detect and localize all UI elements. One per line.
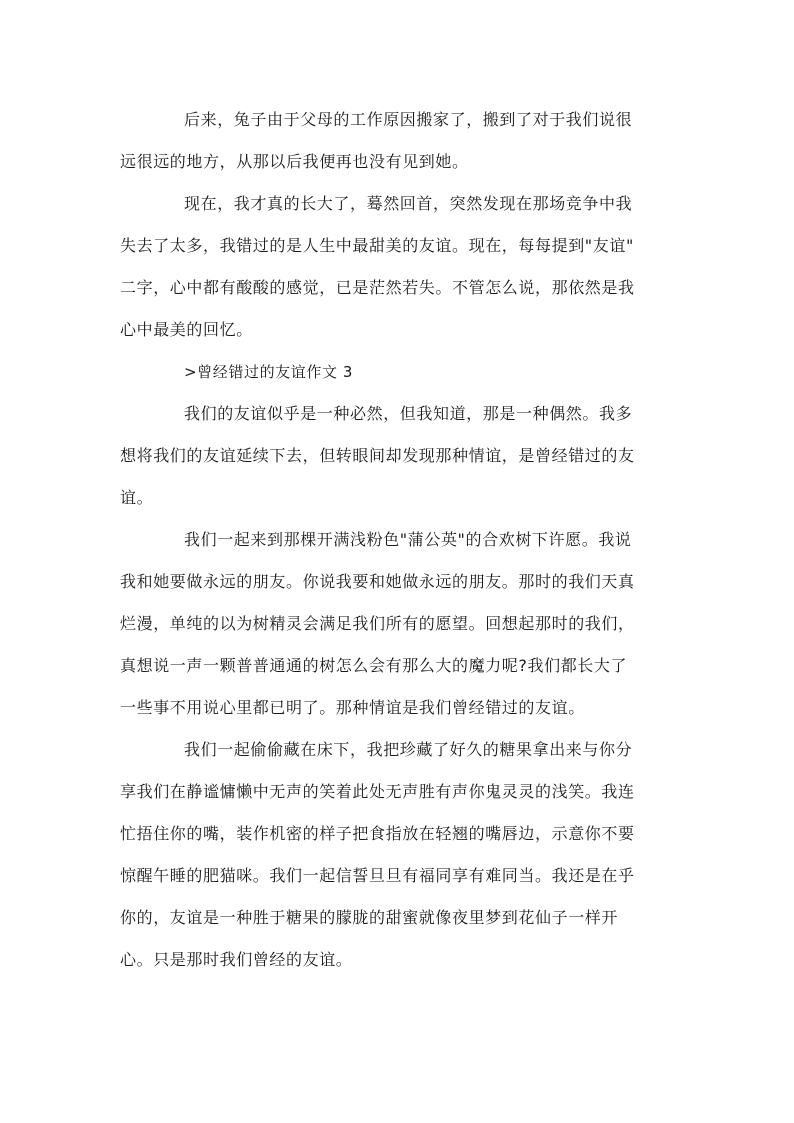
paragraph-line: 心中最美的回忆。: [120, 320, 253, 339]
paragraph-line: 后来，兔子由于父母的工作原因搬家了，搬到了对于我们说很: [184, 110, 633, 129]
section-heading: >曾经错过的友谊作文 3: [184, 363, 354, 381]
document-body: [120, 99, 674, 981]
paragraph-p3: [120, 393, 674, 519]
paragraph-line: 心。只是那时我们曾经的友谊。: [120, 950, 353, 969]
paragraph-line: 远很远的地方，从那以后我便再也没有见到她。: [120, 152, 469, 171]
paragraph-line: 你的，友谊是一种胜于糖果的朦胧的甜蜜就像夜里梦到花仙子一样开: [120, 908, 619, 927]
paragraph-line: 一些事不用说心里都已明了。那种情谊是我们曾经错过的友谊。: [120, 698, 585, 717]
paragraph-line: 真想说一声一颗普普通通的树怎么会有那么大的魔力呢?我们都长大了: [120, 656, 628, 675]
paragraph-line: 烂漫，单纯的以为树精灵会满足我们所有的愿望。回想起那时的我们，: [120, 614, 635, 633]
paragraph-p2: [120, 183, 674, 351]
paragraph-line: 现在，我才真的长大了，蓦然回首，突然发现在那场竞争中我: [184, 194, 633, 213]
paragraph-line: 谊。: [120, 488, 154, 507]
paragraph-line: 失去了太多，我错过的是人生中最甜美的友谊。现在，每每提到"友谊": [120, 236, 634, 255]
paragraph-p5: [120, 729, 674, 981]
paragraph-line: 想将我们的友谊延续下去，但转眼间却发现那种情谊，是曾经错过的友: [120, 446, 635, 465]
paragraph-line: 我和她要做永远的朋友。你说我要和她做永远的朋友。那时的我们天真: [120, 572, 635, 591]
paragraph-line: 忙捂住你的嘴，装作机密的样子把食指放在轻翘的嘴唇边，示意你不要: [120, 824, 635, 843]
paragraph-line: 我们一起来到那棵开满浅粉色"蒲公英"的合欢树下许愿。我说: [184, 530, 632, 549]
paragraph-p4: [120, 519, 674, 729]
paragraph-p1: [120, 99, 674, 183]
paragraph-line: 享我们在静谧慵懒中无声的笑着此处无声胜有声你鬼灵灵的浅笑。我连: [120, 782, 635, 801]
paragraph-line: 我们一起偷偷藏在床下，我把珍藏了好久的糖果拿出来与你分: [184, 740, 633, 759]
paragraph-line: 二字，心中都有酸酸的感觉，已是茫然若失。不管怎么说，那依然是我: [120, 278, 635, 297]
paragraph-line: 我们的友谊似乎是一种必然，但我知道，那是一种偶然。我多: [184, 404, 633, 423]
paragraph-line: 惊醒午睡的肥猫咪。我们一起信誓旦旦有福同享有难同当。我还是在乎: [120, 866, 635, 885]
